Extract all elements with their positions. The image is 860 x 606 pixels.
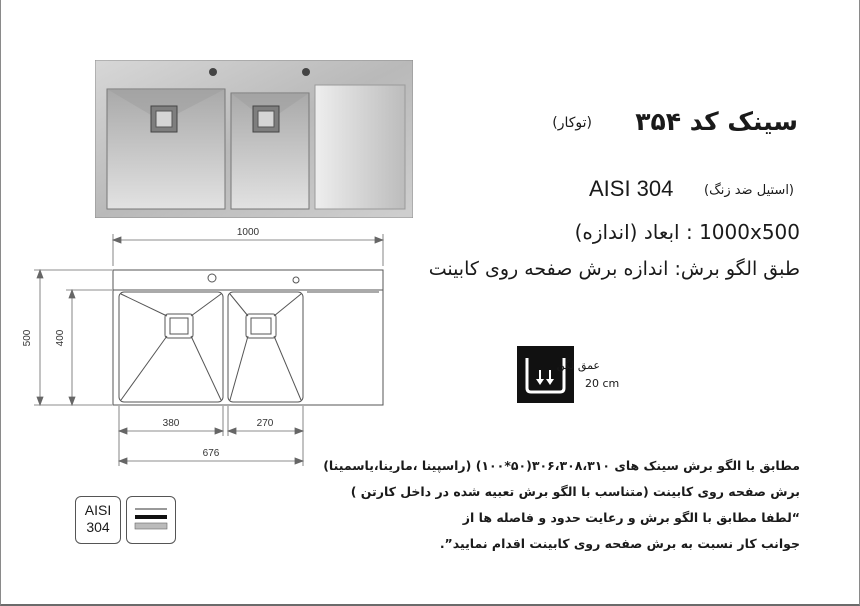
dimensions-text: 1000x500 : ابعاد (اندازه) xyxy=(574,220,800,244)
dim-total-width: 1000 xyxy=(236,228,260,238)
dim-bowls-total: 676 xyxy=(202,448,220,459)
bowl-depth-icon xyxy=(517,346,574,403)
material-desc: (استیل ضد زنگ) xyxy=(704,183,794,198)
note-line-4: جوانب کار نسبت به برش صفحه روی کابینت اقدام نمایید”. xyxy=(439,536,800,551)
note-line-3: “لطفا مطابق با الگو برش و رعایت حدود و فاصله ها از xyxy=(462,510,800,525)
dim-bowl2-width: 270 xyxy=(256,418,274,429)
aisi-badge-top: AISI xyxy=(84,502,112,518)
product-subtitle: (توکار) xyxy=(552,115,592,131)
material-code: AISI 304 xyxy=(589,176,674,201)
note-line-2: برش صفحه روی کابینت (متناسب با الگو برش تعبیه شده در داخل کارتن ) xyxy=(350,484,800,499)
product-title: سینک کد ۳۵۴ xyxy=(635,107,798,136)
depth-label: عمق لگن xyxy=(556,359,600,372)
cutout-text: طبق الگو برش: اندازه برش صفحه روی کابینت xyxy=(428,258,800,280)
aisi-badge xyxy=(75,496,121,544)
dim-height-outer: 500 xyxy=(22,329,33,347)
depth-value: 20 cm xyxy=(585,377,620,390)
thickness-badge-icon xyxy=(126,496,176,544)
technical-drawing xyxy=(20,228,400,478)
dim-height-inner: 400 xyxy=(55,329,66,347)
dim-bowl1-width: 380 xyxy=(162,418,180,429)
note-line-1: مطابق با الگو برش سینک های ۳۰۶،۳۰۸،۳۱۰(۵۰*۱۰۰) (راسپینا ،مارینا،یاسمینا) xyxy=(323,458,800,473)
aisi-badge-bottom: 304 xyxy=(86,519,110,535)
sink-photo xyxy=(95,60,413,218)
